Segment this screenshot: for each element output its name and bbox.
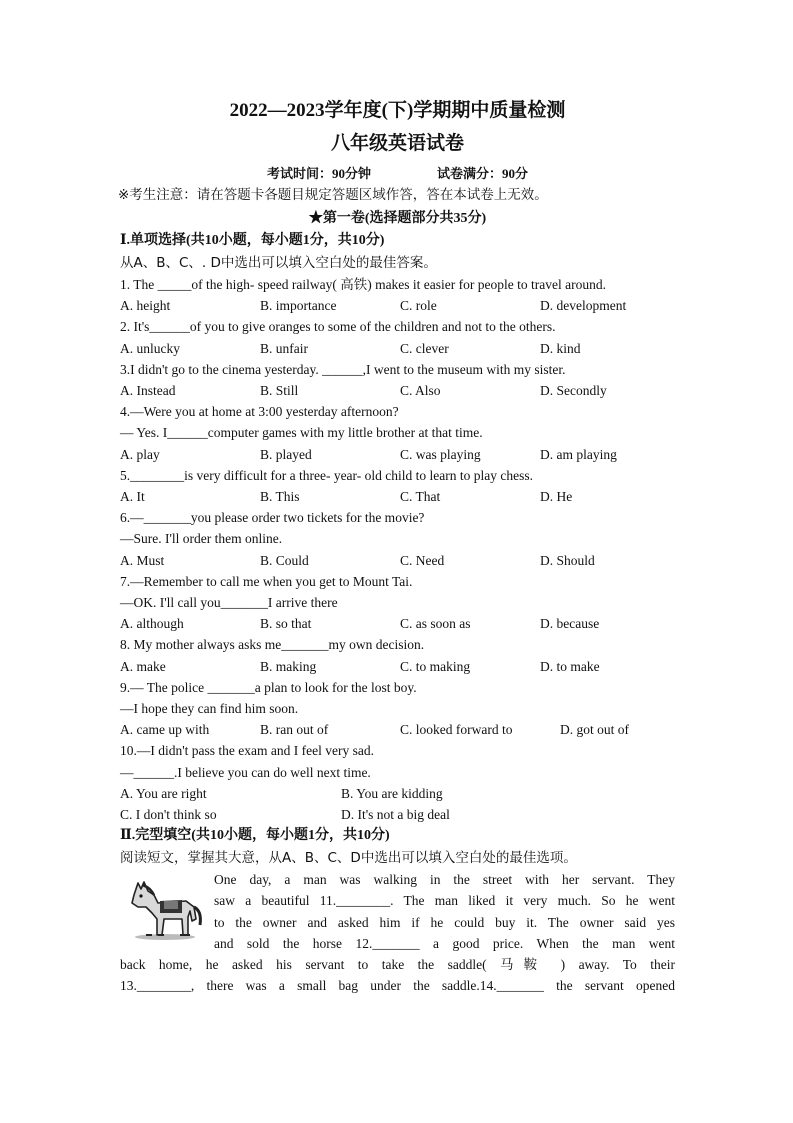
option-choice[interactable]: B. Still [260,383,299,399]
option-choice[interactable]: C. was playing [400,446,481,462]
horse-icon [124,873,206,941]
question-item [120,507,675,571]
option-choice[interactable]: A. make [120,658,166,674]
option-choice[interactable]: B. making [260,658,317,674]
question-stem: 7.—Remember to call me when you get to Mount Tai. [120,573,413,589]
passage-line: One day, a man was walking in the street with her servant. They [214,872,675,888]
question-stem: 9.— The police _______a plan to look for the lost boy. [120,679,417,695]
option-choice[interactable]: C. That [400,489,441,505]
section-one-instruction: 从A、B、C、. D中选出可以填入空白处的最佳答案。 [120,255,437,271]
option-choice[interactable]: C. role [400,298,437,314]
question-stem: —______.I believe you can do well next time. [120,764,371,780]
question-item [120,359,675,401]
question-stem: —OK. I'll call you_______I arrive there [120,595,338,611]
option-choice[interactable]: D. am playing [540,446,617,462]
option-choice[interactable]: A. Must [120,552,165,568]
question-stem: 4.—Were you at home at 3:00 yesterday afternoon? [120,404,399,420]
exam-page [120,96,675,997]
question-stem: — Yes. I______computer games with my little brother at that time. [120,425,483,441]
question-stem: —Sure. I'll order them online. [120,531,283,547]
question-stem: 1. The _____of the high- speed railway( 高铁) makes it easier for people to travel around. [120,277,606,292]
options-row [120,550,675,571]
question-item [120,465,675,507]
full-score: 试卷满分：90分 [437,166,529,181]
option-choice[interactable]: C. to making [400,658,471,674]
option-choice[interactable]: D. Secondly [540,383,607,399]
passage-line: to the owner and asked him if he could buy it. The owner said yes [214,914,675,930]
option-choice[interactable]: C. Need [400,552,445,568]
option-choice[interactable]: B. so that [260,616,312,632]
exam-subtitle: 八年级英语试卷 [330,133,464,154]
section-two-title: Ⅱ.完型填空(共10小题，每小题1分，共10分) [120,828,390,844]
options-row [120,338,675,359]
exam-title: 2022—2023学年度(下)学期期中质量检测 [229,100,566,121]
question-item [120,634,675,676]
option-choice[interactable]: D. Should [540,552,595,568]
option-choice[interactable]: A. came up with [120,722,210,738]
option-choice[interactable]: B. Could [260,552,309,568]
options-row [120,613,675,634]
option-choice[interactable]: D. because [540,616,600,632]
exam-time: 考试时间：90分钟 [266,166,371,181]
question-item [120,401,675,465]
option-choice[interactable]: C. I don't think so [120,807,217,823]
option-choice[interactable]: C. clever [400,340,449,356]
options-row [120,444,675,465]
option-choice[interactable]: B. importance [260,298,337,314]
exam-notice: ※考生注意：请在答题卡各题目规定答题区域作答，答在本试卷上无效。 [118,187,548,203]
option-choice[interactable]: D. He [540,489,573,505]
question-item [120,571,675,635]
passage-line: and sold the horse 12._______ a good price. When the man went [214,935,675,951]
options-row [120,719,675,740]
option-choice[interactable]: A. It [120,489,145,505]
question-stem: 3.I didn't go to the cinema yesterday. ______,I went to the museum with my sister. [120,361,566,377]
question-item [120,316,675,358]
cloze-passage [120,869,675,996]
option-choice[interactable]: B. played [260,446,312,462]
part-one-title: ★第一卷(选择题部分共35分) [308,211,487,226]
question-list [120,274,675,825]
option-choice[interactable]: B. You are kidding [341,785,443,801]
question-item [120,677,675,741]
options-row [120,295,675,316]
options-row [120,783,675,825]
question-stem: 8. My mother always asks me_______my own decision. [120,637,425,653]
option-choice[interactable]: A. Instead [120,383,176,399]
option-choice[interactable]: D. development [540,298,627,314]
passage-line: saw a beautiful 11.________. The man liked it very much. So he went [214,893,675,909]
option-choice[interactable]: D. got out of [560,722,629,738]
passage-line: 13.________, there was a small bag under the saddle.14._______ the servant opened [120,978,675,994]
option-choice[interactable]: B. unfair [260,340,308,356]
option-choice[interactable]: B. ran out of [260,722,329,738]
option-choice[interactable]: C. as soon as [400,616,471,632]
options-row [120,486,675,507]
question-item [120,740,675,825]
question-stem: —I hope they can find him soon. [120,701,299,717]
option-choice[interactable]: A. height [120,298,171,314]
option-choice[interactable]: A. unlucky [120,340,180,356]
question-item [120,274,675,316]
option-choice[interactable]: D. kind [540,340,581,356]
question-stem: 10.—I didn't pass the exam and I feel very sad. [120,743,374,759]
option-choice[interactable]: A. You are right [120,785,207,801]
options-row [120,380,675,401]
option-choice[interactable]: D. to make [540,658,600,674]
section-one-title: Ⅰ.单项选择(共10小题，每小题1分，共10分) [120,233,385,248]
option-choice[interactable]: A. although [120,616,184,632]
question-stem: 5.________is very difficult for a three- year- old child to learn to play chess. [120,467,533,483]
option-choice[interactable]: B. This [260,489,300,505]
question-stem: 2. It's______of you to give oranges to some of the children and not to the others. [120,319,556,335]
section-two-instruction: 阅读短文，掌握其大意，从A、B、C、D中选出可以填入空白处的最佳选项。 [120,850,577,867]
exam-info [120,164,675,184]
passage-line: back home, he asked his servant to take the saddle( 马鞍 ) away. To their [120,957,675,973]
option-choice[interactable]: C. looked forward to [400,722,513,738]
option-choice[interactable]: A. play [120,446,160,462]
option-choice[interactable]: D. It's not a big deal [341,807,450,823]
options-row [120,656,675,677]
option-choice[interactable]: C. Also [400,383,441,399]
question-stem: 6.—_______you please order two tickets for the movie? [120,510,425,526]
